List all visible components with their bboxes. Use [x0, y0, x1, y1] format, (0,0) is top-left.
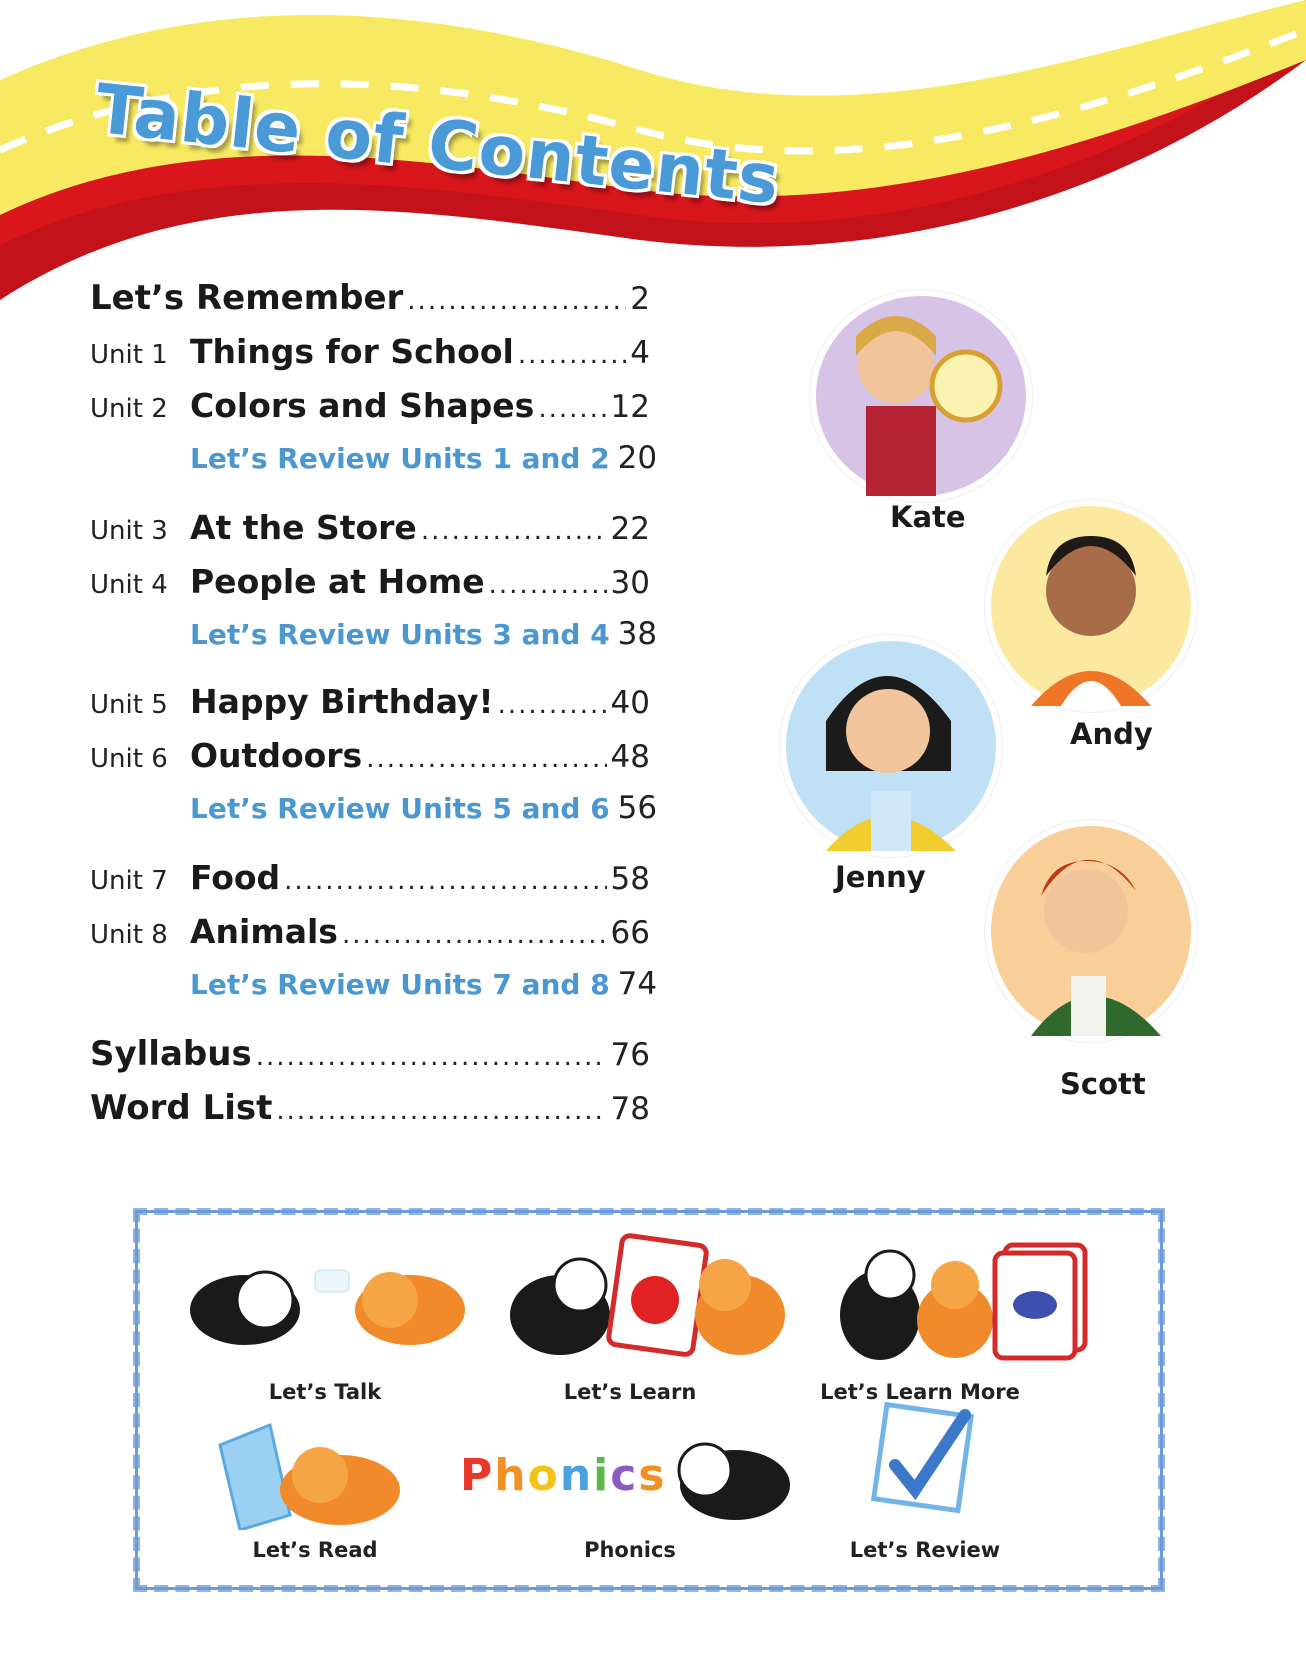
- legend-label: Let’s Learn More: [820, 1380, 1020, 1404]
- leader-dots: [366, 744, 606, 774]
- unit-label: Unit 5: [90, 690, 168, 720]
- legend-label: Phonics: [584, 1538, 676, 1562]
- leader-dots: [407, 286, 626, 316]
- leader-dots: [498, 690, 607, 720]
- toc-entry-review-7-8[interactable]: [90, 966, 658, 1010]
- leader-dots: [342, 920, 607, 950]
- page-number: 12: [610, 389, 650, 425]
- page-number: 22: [610, 511, 650, 547]
- character-name-andy: Andy: [1070, 717, 1153, 751]
- entry-title: Let’s Review Units 7 and 8: [190, 968, 610, 1001]
- leader-dots: [421, 516, 607, 546]
- page-number: 74: [617, 966, 658, 1002]
- entry-title: Word List: [90, 1088, 273, 1128]
- unit-label: Unit 4: [90, 570, 168, 600]
- page-number: 40: [610, 685, 650, 721]
- leader-dots: [518, 340, 626, 370]
- entry-title: At the Store: [190, 508, 417, 547]
- entry-title: Let’s Remember: [90, 278, 404, 318]
- entry-title: Outdoors: [190, 736, 363, 775]
- leader-dots: [284, 866, 606, 896]
- unit-label: Unit 8: [90, 920, 168, 950]
- toc-entry-unit-8[interactable]: [90, 912, 650, 956]
- toc-entry-unit-1[interactable]: [90, 332, 650, 376]
- kate-portrait-icon: [810, 290, 1032, 502]
- entry-title: Food: [190, 858, 281, 897]
- page-number: 30: [610, 565, 650, 601]
- cats-talking-icon: [165, 1235, 475, 1360]
- toc-entry-unit-7[interactable]: [90, 858, 650, 902]
- entry-title: Animals: [190, 912, 338, 951]
- page-number: 2: [630, 281, 650, 317]
- toc-entry-review-3-4[interactable]: [90, 616, 658, 660]
- unit-label: Unit 3: [90, 516, 168, 546]
- scott-portrait-icon: [985, 820, 1197, 1042]
- toc-entry-word-list[interactable]: [90, 1088, 650, 1132]
- entry-title: Let’s Review Units 1 and 2: [190, 442, 610, 475]
- page-number: 66: [610, 915, 650, 951]
- legend-label: Let’s Read: [252, 1538, 378, 1562]
- character-name-jenny: Jenny: [835, 860, 926, 894]
- page-number: 4: [630, 335, 650, 371]
- leader-dots: [538, 394, 606, 424]
- unit-label: Unit 7: [90, 866, 168, 896]
- unit-label: Unit 6: [90, 744, 168, 774]
- entry-title: Things for School: [190, 332, 514, 371]
- entry-title: Syllabus: [90, 1034, 252, 1074]
- section-icon-legend: [133, 1208, 1165, 1592]
- unit-label: Unit 1: [90, 340, 168, 370]
- leader-dots: [489, 570, 607, 600]
- toc-entry-unit-6[interactable]: [90, 736, 650, 780]
- checkmark-icon: [870, 1395, 980, 1520]
- legend-label: Let’s Review: [849, 1538, 1001, 1562]
- character-name-kate: Kate: [890, 500, 966, 534]
- cats-apple-card-icon: [500, 1225, 800, 1365]
- toc-entry-review-1-2[interactable]: [90, 440, 658, 484]
- legend-label: Let’s Learn: [563, 1380, 697, 1404]
- toc-entry-review-5-6[interactable]: [90, 790, 658, 834]
- entry-title: Let’s Review Units 5 and 6: [190, 792, 610, 825]
- toc-entry-unit-2[interactable]: [90, 386, 650, 430]
- entry-title: Let’s Review Units 3 and 4: [190, 618, 610, 651]
- page-number: 56: [617, 790, 658, 826]
- jenny-portrait-icon: [780, 635, 1002, 857]
- legend-label: Let’s Talk: [268, 1380, 382, 1404]
- phonics-logo: Phonics: [460, 1450, 667, 1501]
- cat-book-icon: [210, 1405, 410, 1530]
- leader-dots: [276, 1096, 606, 1126]
- page-title: Table of Contents: [91, 70, 784, 221]
- andy-portrait-icon: [985, 500, 1197, 712]
- toc-entry-lets-remember[interactable]: [90, 278, 650, 322]
- phonics-cat-icon: [460, 1410, 800, 1525]
- page-number: 76: [610, 1037, 650, 1073]
- entry-title: Happy Birthday!: [190, 682, 494, 721]
- character-name-scott: Scott: [1060, 1067, 1146, 1101]
- entry-title: Colors and Shapes: [190, 386, 535, 425]
- page-number: 78: [610, 1091, 650, 1127]
- toc-entry-unit-4[interactable]: [90, 562, 650, 606]
- page-number: 20: [617, 440, 658, 476]
- page-number: 58: [610, 861, 650, 897]
- entry-title: People at Home: [190, 562, 485, 601]
- unit-label: Unit 2: [90, 394, 168, 424]
- cats-bird-cards-icon: [830, 1225, 1110, 1365]
- page-number: 38: [617, 616, 658, 652]
- toc-entry-unit-5[interactable]: [90, 682, 650, 726]
- page-number: 48: [610, 739, 650, 775]
- leader-dots: [256, 1042, 607, 1072]
- toc-entry-unit-3[interactable]: [90, 508, 650, 552]
- toc-entry-syllabus[interactable]: [90, 1034, 650, 1078]
- characters-panel: [760, 280, 1220, 1160]
